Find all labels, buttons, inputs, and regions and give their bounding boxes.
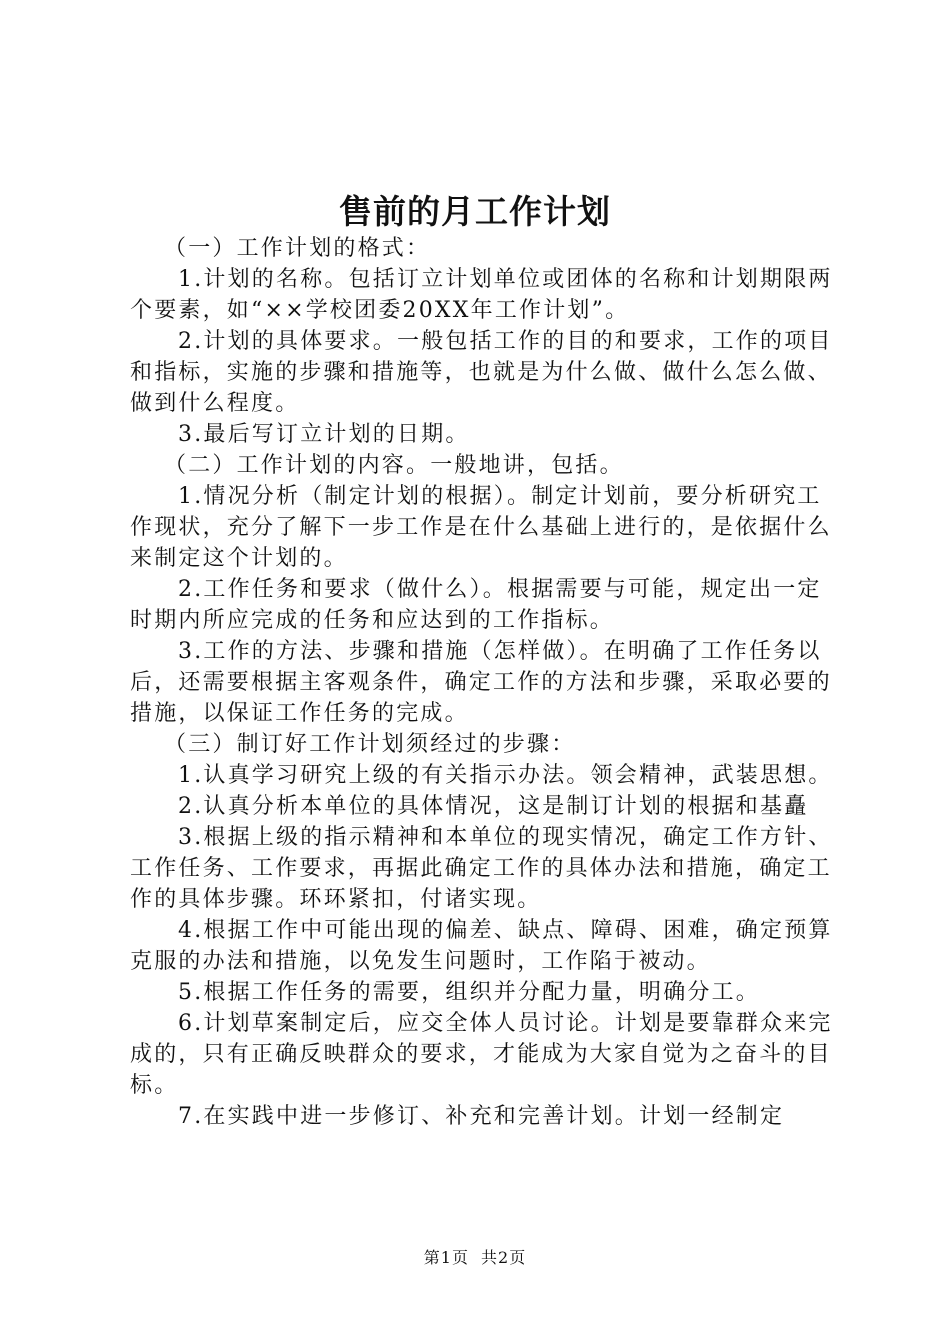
- paragraph: 4.根据工作中可能出现的偏差、缺点、障碍、困难，确定预算克服的办法和措施，以免发生问题时，工作陷于被动。: [130, 918, 833, 974]
- paragraph: 7.在实践中进一步修订、补充和完善计划。计划一经制定: [178, 1104, 785, 1129]
- document-title: 售前的月工作计划: [339, 192, 611, 231]
- paragraph: 2.认真分析本单位的具体情况，这是制订计划的根据和基矗: [178, 794, 809, 819]
- section-heading: （三）制订好工作计划须经过的步骤：: [164, 732, 576, 757]
- document-body: [130, 233, 835, 1132]
- paragraph: 5.根据工作任务的需要，组织并分配力量，明确分工。: [178, 980, 760, 1005]
- paragraph: 3.最后写订立计划的日期。: [178, 422, 470, 447]
- paragraph: 1.认真学习研究上级的有关指示办法。领会精神，武装思想。: [178, 763, 833, 788]
- page-footer: [0, 1245, 950, 1268]
- paragraph: 2.工作任务和要求（做什么）。根据需要与可能，规定出一定时期内所应完成的任务和应达到的工作指标。: [130, 577, 822, 633]
- paragraph: 3.工作的方法、步骤和措施（怎样做）。在明确了工作任务以后，还需要根据主客观条件，确定工作的方法和步骤，采取必要的措施，以保证工作任务的完成。: [130, 639, 832, 726]
- paragraph: 1.情况分析（制定计划的根据）。制定计划前，要分析研究工作现状，充分了解下一步工作是在什么基础上进行的，是依据什么来制定这个计划的。: [130, 484, 832, 571]
- section-heading: （一）工作计划的格式：: [164, 236, 431, 261]
- paragraph: 1.计划的名称。包括订立计划单位或团体的名称和计划期限两个要素，如“××学校团委20XX年工作计划”。: [130, 267, 833, 323]
- paragraph: 2.计划的具体要求。一般包括工作的目的和要求，工作的项目和指标，实施的步骤和措施等，也就是为什么做、做什么怎么做、做到什么程度。: [130, 329, 833, 416]
- page-number: 第1页: [423, 1248, 469, 1267]
- page-total: 共2页: [481, 1248, 527, 1267]
- paragraph: 3.根据上级的指示精神和本单位的现实情况，确定工作方针、工作任务、工作要求，再据此确定工作的具体办法和措施，确定工作的具体步骤。环环紧扣，付诸实现。: [130, 825, 833, 912]
- section-heading: （二）工作计划的内容。一般地讲，包括。: [164, 453, 624, 478]
- paragraph: 6.计划草案制定后，应交全体人员讨论。计划是要靠群众来完成的，只有正确反映群众的要求，才能成为大家自觉为之奋斗的目标。: [130, 1011, 833, 1098]
